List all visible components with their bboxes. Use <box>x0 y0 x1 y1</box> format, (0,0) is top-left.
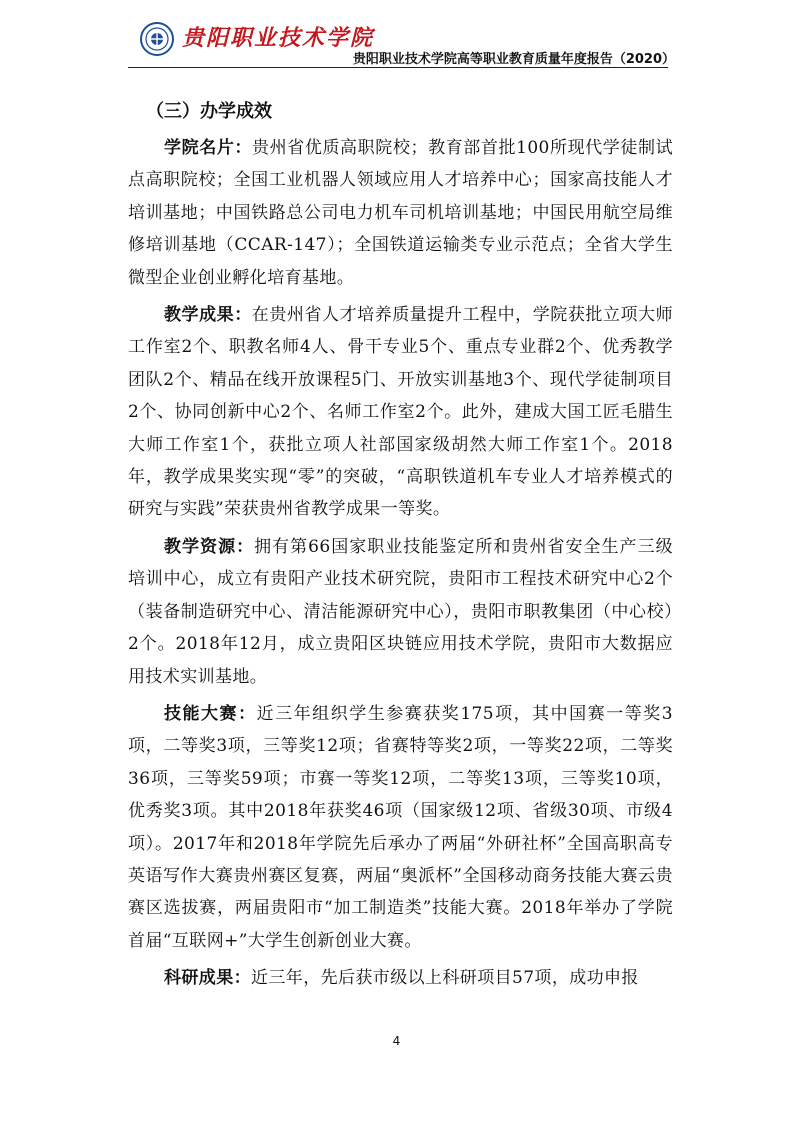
page-header <box>0 0 793 70</box>
logo-calligraphy: 贵阳职业技术学院 <box>182 25 375 51</box>
paragraph-text: 拥有第66国家职业技能鉴定所和贵州省安全生产三级培训中心，成立有贵阳产业技术研究院，贵阳市工程技术研究中心2个（装备制造研究中心、清洁能源研究中心），贵阳市职教集团（中心校）2个。2018年12月，成立贵阳区块链应用技术学院，贵阳市大数据应用技术实训基地。 <box>128 536 674 687</box>
paragraph-label: 教学资源： <box>164 536 255 557</box>
paragraph-skills-competitions <box>128 698 673 957</box>
page-number: 4 <box>392 1034 401 1048</box>
paragraph-college-profile <box>128 132 673 294</box>
paragraph-text: 在贵州省人才培养质量提升工程中，学院获批立项大师工作室2个、职教名师4人、骨干专业5个、重点专业群2个、优秀教学团队2个、精品在线开放课程5门、开放实训基地3个、现代学徒制项目2个、协同创新中心2个、名师工作室2个。此外，建成大国工匠毛腊生大师工作室1个，获批立项人社部国家级胡然大师工作室1个。2018年，教学成果奖实现“零”的突破，“高职铁道机车专业人才培养模式的研究与实践”荣获贵州省教学成果一等奖。 <box>128 305 674 520</box>
paragraph-label: 学院名片： <box>164 138 253 158</box>
college-seal-icon <box>140 22 174 56</box>
paragraph-text: 近三年组织学生参赛获奖175项，其中国赛一等奖3项，二等奖3项，三等奖12项；省赛特等奖2项，一等奖22项，二等奖36项，三等奖59项；市赛一等奖12项，二等奖13项，三等奖10项，优秀奖3项。其中2018年获奖46项（国家级12项、省级30项、市级4项）。2017年和2018年学院先后承办了两届“外研社杯”全国高职高专英语写作大赛贵州赛区复赛，两届“奥派杯”全国移动商务技能大赛云贵赛区选拔赛，两届贵阳市“加工制造类”技能大赛。2018年举办了学院首届“互联网+”大学生创新创业大赛。 <box>128 703 673 951</box>
paragraph-teaching-resources <box>128 531 673 693</box>
header-rule <box>128 67 668 68</box>
paragraph-teaching-achievements <box>128 299 673 526</box>
paragraph-label: 教学成果： <box>164 305 252 326</box>
paragraph-research-results <box>128 962 673 994</box>
paragraph-text: 贵州省优质高职院校；教育部首批100所现代学徒制试点高职院校；全国工业机器人领域应用人才培养中心；国家高技能人才培训基地；中国铁路总公司电力机车司机培训基地；中国民用航空局维修培训基地（CCAR-147）；全国铁道运输类专业示范点；全省大学生微型企业创业孵化培育基地。 <box>128 138 673 288</box>
section-content <box>128 96 673 1000</box>
paragraph-text: 近三年，先后获市级以上科研项目57项，成功申报 <box>251 968 639 989</box>
section-heading: （三）办学成效 <box>146 101 272 122</box>
paragraph-label: 科研成果： <box>164 968 251 989</box>
paragraph-label: 技能大赛： <box>164 703 257 724</box>
report-title: 贵阳职业技术学院高等职业教育质量年度报告（2020） <box>352 52 675 67</box>
